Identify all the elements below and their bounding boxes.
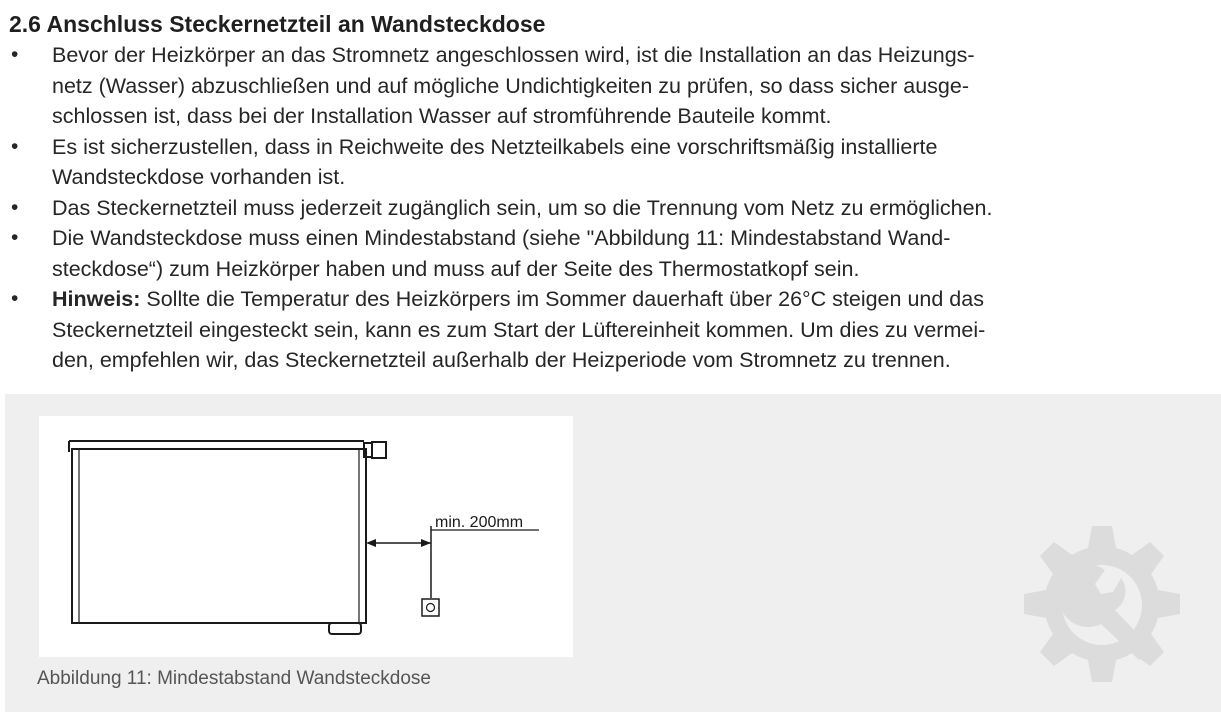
list-item-line	[52, 284, 1221, 315]
list-item-line: Wandsteckdose vorhanden ist.	[52, 165, 346, 189]
list-item-line: Es ist sicherzustellen, dass in Reichweite des Netzteilkabels eine vorschriftsmäßig installierte	[52, 134, 938, 159]
bullet-list	[0, 40, 1221, 376]
bullet-dot: •	[11, 134, 19, 158]
radiator-diagram	[39, 416, 573, 657]
wall-socket-icon	[422, 599, 439, 616]
list-item-line: Steckernetzteil eingesteckt sein, kann es zum Start der Lüftereinheit kommen. Um dies zu vermei-	[52, 317, 986, 342]
list-item-line: netz (Wasser) abzuschließen und auf mögliche Undichtigkeiten zu prüfen, so dass sicher ausge-	[52, 73, 970, 98]
note-text: Sollte die Temperatur des Heizkörpers im Sommer dauerhaft über 26°C steigen und das	[140, 287, 984, 311]
dimension-label: min. 200mm	[435, 514, 524, 531]
note-label: Hinweis:	[52, 287, 141, 311]
list-item	[0, 132, 1221, 193]
list-item-line: Bevor der Heizkörper an das Stromnetz angeschlossen wird, ist die Installation an das Heizungs-	[52, 43, 975, 67]
figure-caption: Abbildung 11: Mindestabstand Wandsteckdose	[37, 668, 431, 689]
list-item	[0, 40, 1221, 132]
radiator-foot	[329, 623, 361, 634]
radiator-body	[72, 449, 366, 623]
bullet-dot: •	[11, 226, 19, 249]
bullet-dot: •	[11, 287, 19, 310]
bullet-dot: •	[11, 195, 19, 219]
gear-wrench-icon	[1017, 520, 1187, 690]
list-item-line: schlossen ist, dass bei der Installation Wasser auf stromführende Bauteile kommt.	[52, 104, 832, 128]
arrowhead	[421, 539, 431, 547]
list-item-line: den, empfehlen wir, das Steckernetzteil außerhalb der Heizperiode vom Stromnetz zu trennen.	[52, 348, 951, 372]
figure-drawing	[39, 416, 573, 657]
arrowhead	[366, 539, 376, 547]
list-item-line: Die Wandsteckdose muss einen Mindestabstand (siehe "Abbildung 11: Mindestabstand Wand-	[52, 226, 951, 250]
list-item-note	[0, 284, 1221, 376]
list-item-line: steckdose“) zum Heizkörper haben und muss auf der Seite des Thermostatkopf sein.	[52, 256, 860, 281]
figure-panel	[5, 394, 1221, 712]
list-item-line: Das Steckernetzteil muss jederzeit zugänglich sein, um so die Trennung vom Netz zu ermöglichen.	[52, 195, 993, 220]
valve-cap	[372, 442, 386, 458]
section-heading: 2.6 Anschluss Steckernetzteil an Wandsteckdose	[9, 11, 546, 37]
bullet-dot: •	[11, 43, 19, 66]
wall-socket-icon	[427, 604, 435, 612]
list-item	[0, 193, 1221, 224]
list-item	[0, 223, 1221, 284]
